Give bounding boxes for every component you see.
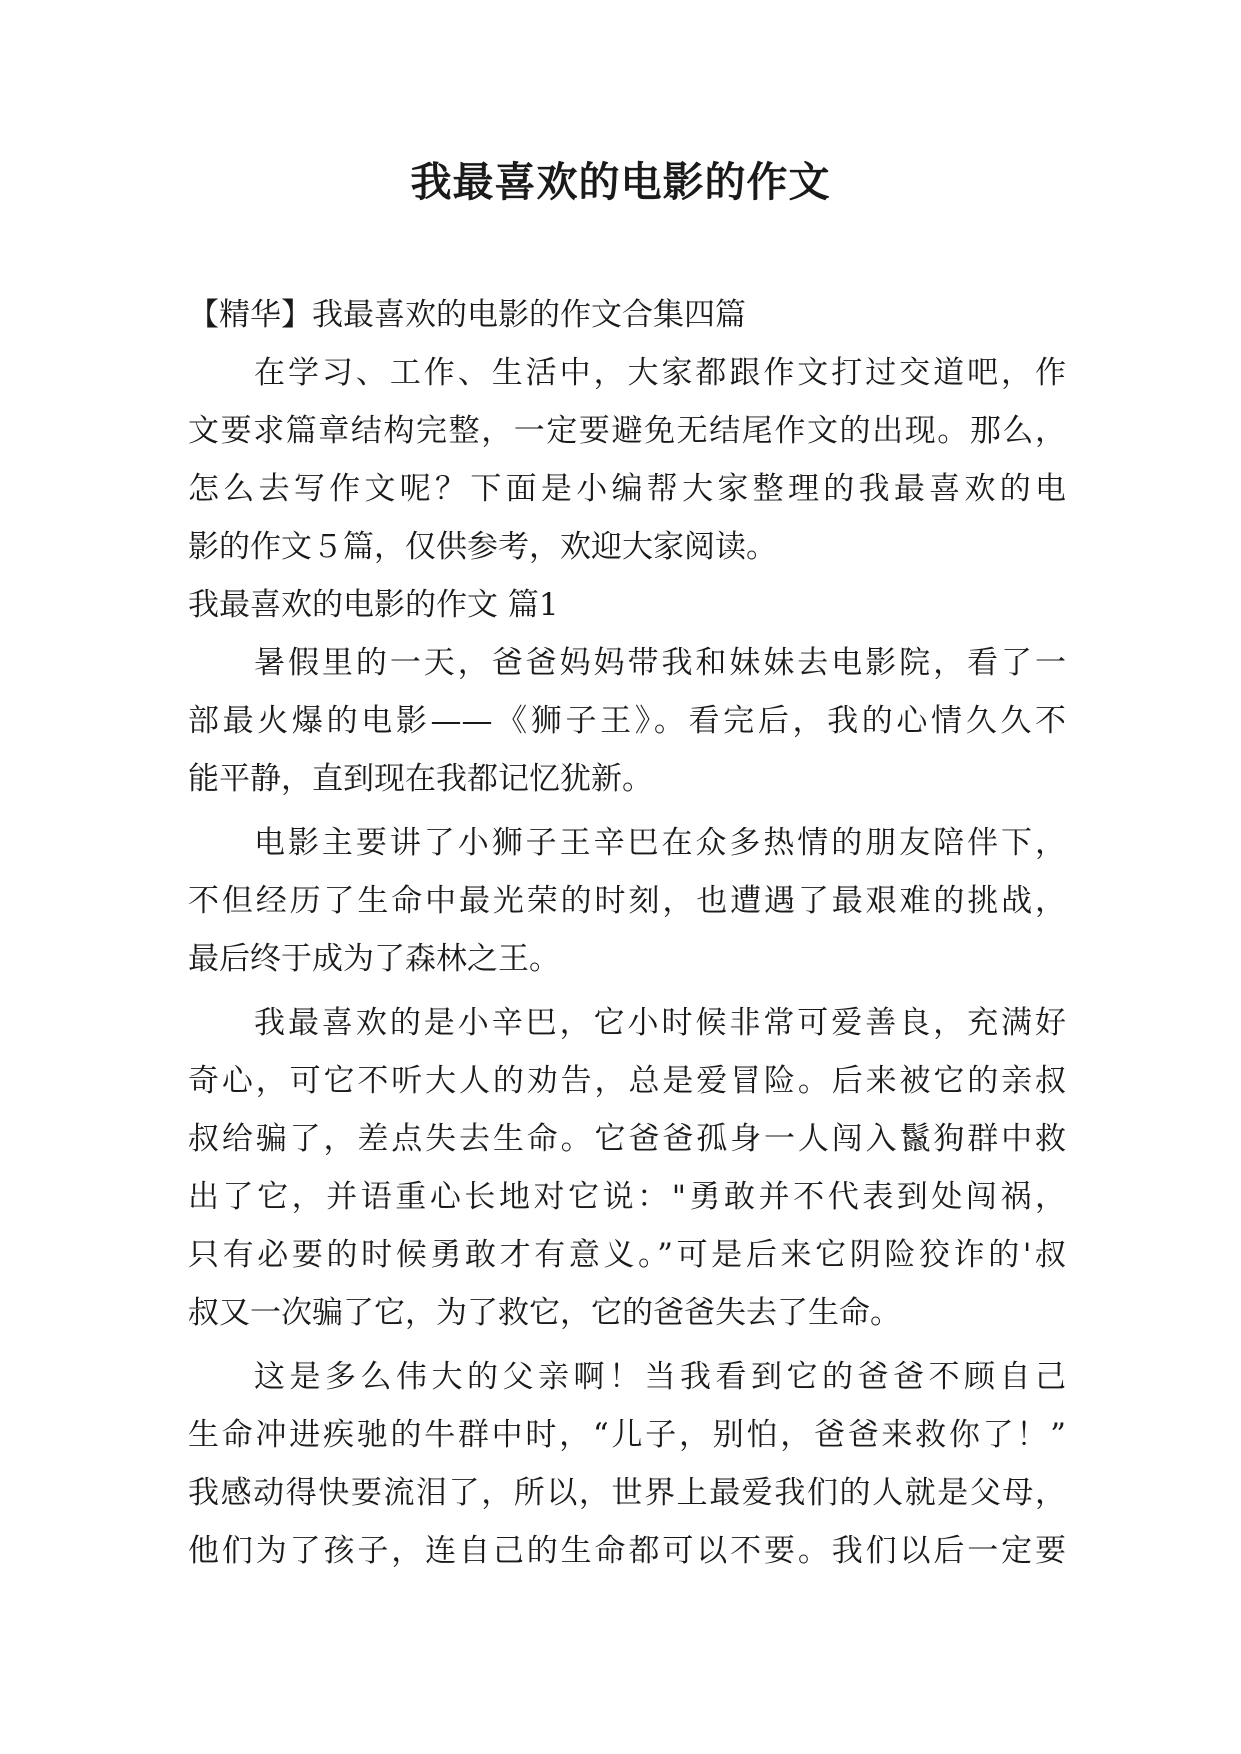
paragraph-line: 出了它，并语重心长地对它说："勇敢并不代表到处闯祸， bbox=[188, 1179, 1066, 1215]
paragraph-line: 我感动得快要流泪了，所以，世界上最爱我们的人就是父母， bbox=[188, 1475, 1066, 1511]
paragraph-line: 最后终于成为了森林之王。 bbox=[188, 941, 560, 977]
intro-paragraph-line: 怎么去写作文呢？下面是小编帮大家整理的我最喜欢的电 bbox=[188, 471, 1066, 507]
paragraph-line: 奇心，可它不听大人的劝告，总是爱冒险。后来被它的亲叔 bbox=[188, 1063, 1066, 1099]
document-body bbox=[188, 286, 1066, 1580]
paragraph-line: 能平静，直到现在我都记忆犹新。 bbox=[188, 761, 653, 797]
paragraph-line: 部最火爆的电影——《狮子王》。看完后，我的心情久久不 bbox=[188, 703, 1066, 739]
paragraph-line: 这是多么伟大的父亲啊！当我看到它的爸爸不顾自己 bbox=[254, 1359, 1066, 1395]
paragraph-line: 暑假里的一天，爸爸妈妈带我和妹妹去电影院，看了一 bbox=[254, 645, 1066, 681]
paragraph-line: 叔又一次骗了它，为了救它，它的爸爸失去了生命。 bbox=[188, 1295, 901, 1331]
paragraph-line: 叔给骗了，差点失去生命。它爸爸孤身一人闯入鬣狗群中救 bbox=[188, 1121, 1066, 1157]
paragraph-line: 他们为了孩子，连自己的生命都可以不要。我们以后一定要 bbox=[188, 1533, 1066, 1569]
document-title: 我最喜欢的电影的作文 bbox=[410, 158, 831, 206]
paragraph-line: 不但经历了生命中最光荣的时刻，也遭遇了最艰难的挑战， bbox=[188, 883, 1066, 919]
paragraph-line: 电影主要讲了小狮子王辛巴在众多热情的朋友陪伴下， bbox=[254, 825, 1066, 861]
paragraph-line: 我最喜欢的是小辛巴，它小时候非常可爱善良，充满好 bbox=[254, 1005, 1066, 1041]
intro-paragraph-line: 影的作文５篇，仅供参考，欢迎大家阅读。 bbox=[188, 529, 777, 565]
paragraph-line: 生命冲进疾驰的牛群中时，“儿子，别怕，爸爸来救你了！” bbox=[188, 1417, 1066, 1453]
section-heading: 我最喜欢的电影的作文 篇1 bbox=[188, 587, 559, 623]
paragraph-line: 只有必要的时候勇敢才有意义。”可是后来它阴险狡诈的'叔 bbox=[188, 1237, 1066, 1273]
intro-paragraph-line: 在学习、工作、生活中，大家都跟作文打过交道吧，作 bbox=[254, 355, 1066, 391]
subtitle-line: 【精华】我最喜欢的电影的作文合集四篇 bbox=[188, 297, 746, 333]
intro-paragraph-line: 文要求篇章结构完整，一定要避免无结尾作文的出现。那么， bbox=[188, 413, 1066, 449]
